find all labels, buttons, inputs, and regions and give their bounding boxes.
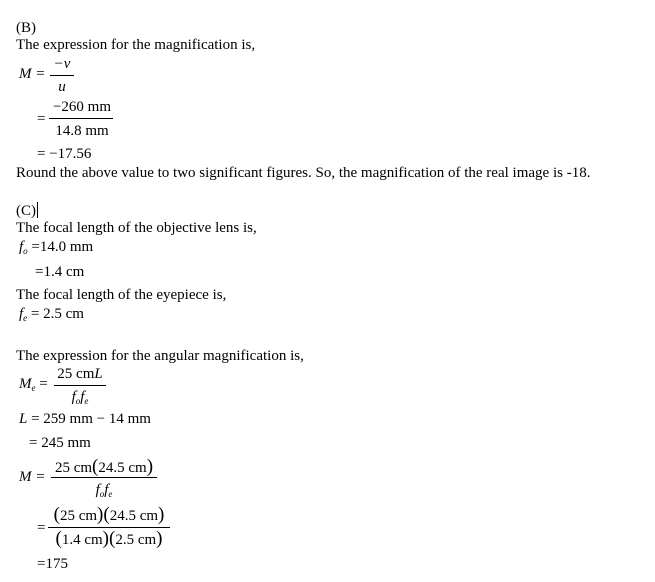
numeric-denominator: (1.4 cm)(2.5 cm)	[55, 528, 163, 549]
fraction-bar	[50, 75, 74, 76]
fraction-denominator-u: u	[58, 79, 66, 95]
angular-magnification-intro: The expression for the angular magnification is,	[16, 348, 304, 364]
part-c-label: (C)	[16, 203, 36, 219]
tube-length-result: = 245 mm	[29, 435, 91, 451]
substituted-numerator: 25 cm(24.5 cm)	[54, 456, 154, 477]
fraction-bar	[51, 477, 157, 478]
magnification-result: = −17.56	[37, 146, 92, 162]
m-symbol: M =	[19, 66, 46, 82]
fraction-bar	[49, 118, 113, 119]
rounding-statement: Round the above value to two significant figures. So, the magnification of the real image is -18.	[16, 165, 591, 181]
text-cursor	[37, 202, 38, 218]
angular-magnification-substituted-lhs: M =	[19, 469, 46, 485]
fraction-denominator-14-8: 14.8 mm	[55, 123, 109, 139]
objective-focal-length: $f_o =14.0$ mm	[19, 239, 94, 256]
fraction-bar	[54, 385, 106, 386]
tube-length-expression: L = 259 mm − 14 mm	[19, 411, 151, 427]
fraction-numerator-260: −260 mm	[52, 99, 112, 115]
eyepiece-focal-length: $f_e = 2.5$ cm	[19, 306, 84, 323]
magnification-lhs	[19, 66, 45, 83]
equals-sign: =	[37, 111, 46, 127]
part-b-label: (B)	[16, 20, 36, 36]
magnification-intro: The expression for the magnification is,	[16, 37, 256, 53]
substituted-denominator: $f_of_e$	[95, 482, 113, 499]
angular-numerator: 25 cmL	[57, 366, 103, 382]
eyepiece-focal-intro: The focal length of the eyepiece is,	[16, 287, 227, 303]
objective-focal-intro: The focal length of the objective lens is,	[16, 220, 257, 236]
equals-sign: =	[37, 520, 46, 536]
objective-focal-cm: =1.4 cm	[35, 264, 85, 280]
numeric-numerator: (25 cm)(24.5 cm)	[53, 504, 165, 525]
fraction-numerator-v: −v	[53, 56, 71, 72]
angular-magnification-lhs: $M_e$ =	[19, 376, 48, 393]
angular-denominator: $f_of_e$	[71, 389, 89, 406]
angular-magnification-result: =175	[37, 556, 68, 572]
